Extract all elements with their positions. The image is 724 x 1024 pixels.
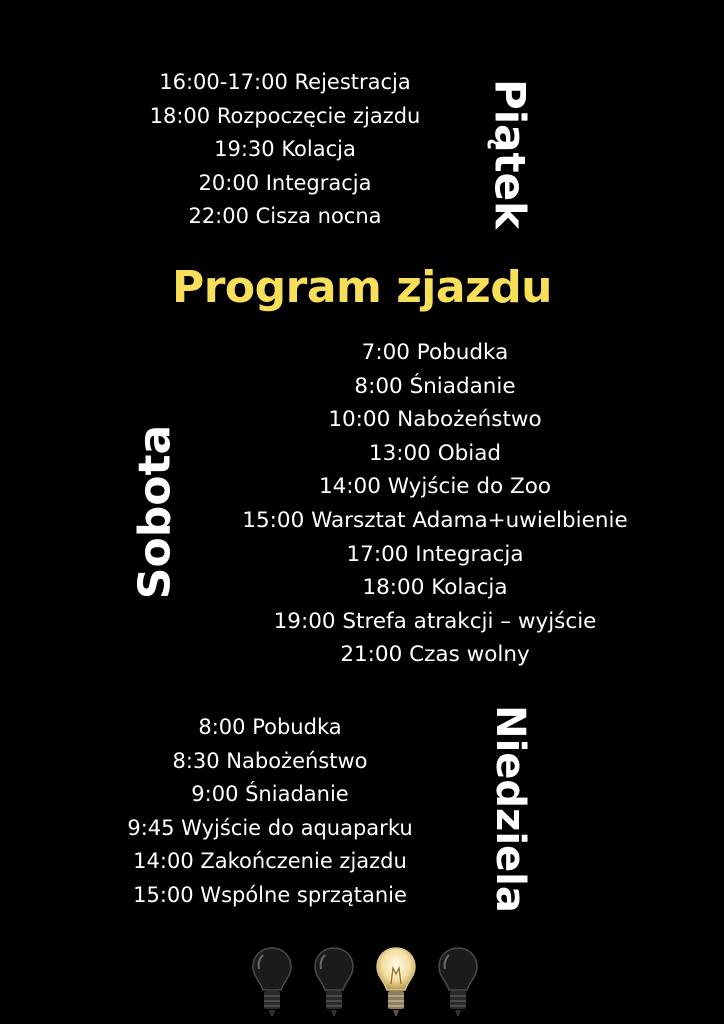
schedule-item: 22:00 Cisza nocna — [188, 204, 382, 228]
schedule-item: 19:30 Kolacja — [214, 137, 356, 161]
sunday-schedule — [95, 711, 445, 913]
schedule-item: 14:00 Wyjście do Zoo — [318, 474, 552, 500]
schedule-item: 10:00 Nabożeństwo — [328, 407, 542, 433]
schedule-item: 9:45 Wyjście do aquaparku — [127, 815, 413, 840]
schedule-item: 21:00 Czas wolny — [340, 642, 530, 668]
schedule-item: 8:00 Śniadanie — [354, 373, 516, 399]
day-label-saturday: Sobota — [129, 424, 181, 600]
schedule-item: 20:00 Integracja — [198, 170, 372, 195]
schedule-item: 15:00 Wspólne sprzątanie — [133, 882, 407, 907]
lightbulb-icon — [374, 946, 418, 1018]
lightbulb-icon — [250, 946, 294, 1018]
day-label-friday: Piątek — [485, 78, 535, 230]
schedule-item: 19:00 Strefa atrakcji – wyjście — [273, 608, 597, 634]
schedule-item: 8:00 Pobudka — [198, 715, 342, 739]
schedule-item: 17:00 Integracja — [346, 541, 524, 567]
schedule-item: 9:00 Śniadanie — [191, 782, 349, 807]
friday-schedule — [120, 66, 450, 234]
lightbulb-icon — [436, 946, 480, 1018]
saturday-schedule — [225, 336, 645, 672]
schedule-item: 14:00 Zakończenie zjazdu — [133, 849, 407, 874]
schedule-item: 7:00 Pobudka — [361, 340, 509, 365]
schedule-item: 16:00-17:00 Rejestracja — [159, 70, 411, 94]
schedule-item: 8:30 Nabożeństwo — [172, 748, 368, 773]
page-title: Program zjazdu — [171, 262, 553, 313]
day-label-sunday: Niedziela — [487, 705, 533, 913]
schedule-item: 13:00 Obiad — [368, 440, 502, 466]
schedule-item: 18:00 Kolacja — [362, 575, 508, 601]
lightbulb-icon — [312, 946, 356, 1018]
schedule-item: 15:00 Warsztat Adama+uwielbienie — [242, 507, 628, 533]
lightbulb-row — [250, 946, 480, 1018]
schedule-item: 18:00 Rozpoczęcie zjazdu — [149, 103, 421, 128]
